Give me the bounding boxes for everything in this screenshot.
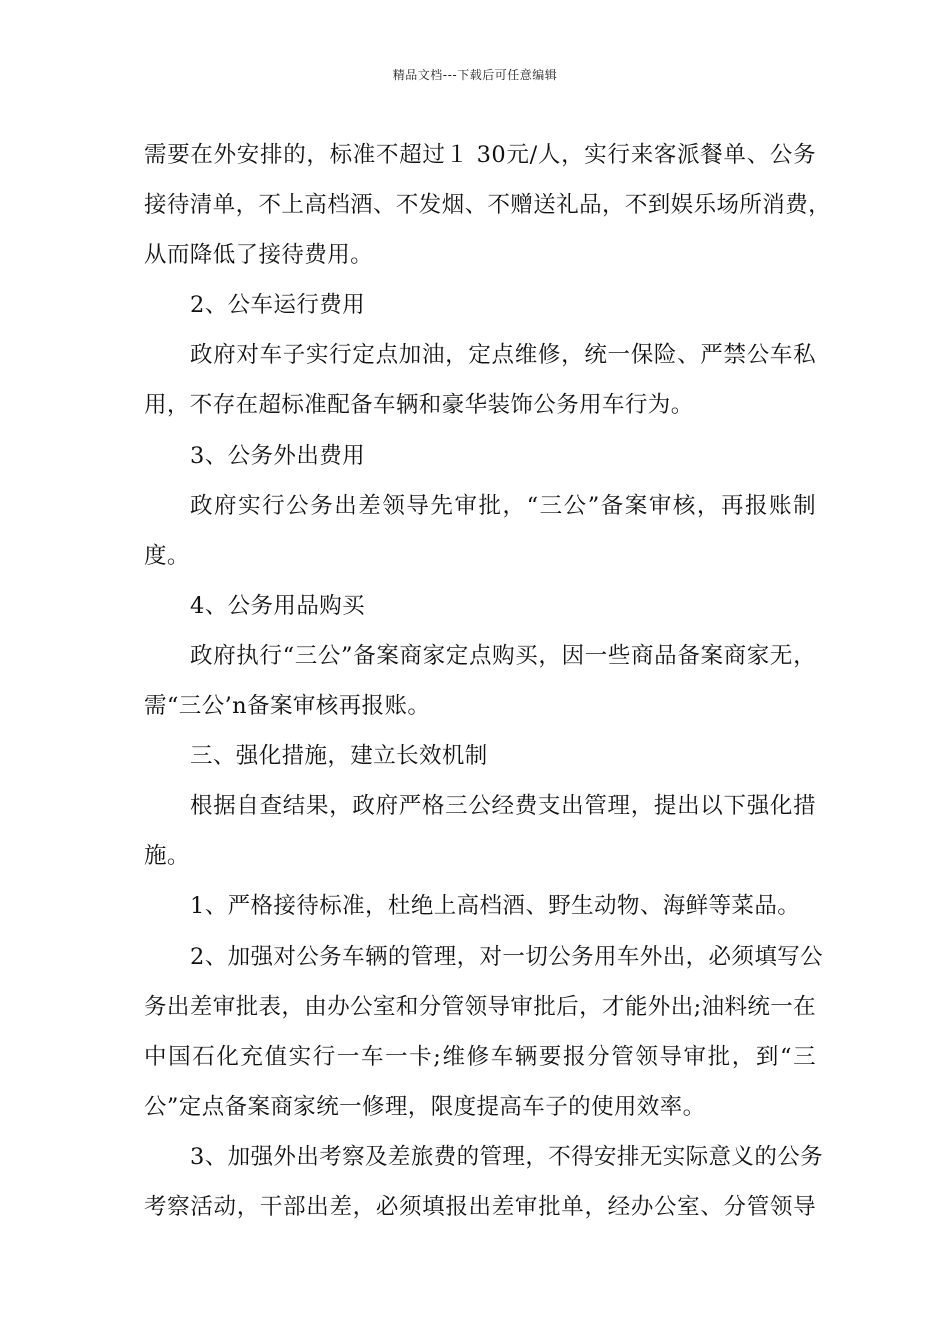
page-header: 精品文档---下载后可任意编辑 <box>392 68 558 82</box>
text-line: 施。 <box>144 843 190 870</box>
text-line: 度。 <box>144 542 190 569</box>
text-line: 从而降低了接待费用。 <box>144 242 374 269</box>
text-line: 公”定点备案商家统一修理，限度提高车子的使用效率。 <box>144 1093 706 1120</box>
text-line: 政府对车子实行定点加油，定点维修，统一保险、严禁公车私 <box>190 342 816 369</box>
paragraph <box>144 130 832 280</box>
text-line: 3、公务外出费用 <box>190 442 366 469</box>
paragraph <box>144 881 816 931</box>
text-line: 需“三公’n备案审核再报账。 <box>144 693 431 720</box>
text-line: 4、公务用品购买 <box>190 592 366 619</box>
text-line: 三、强化措施，建立长效机制 <box>190 743 488 770</box>
text-line: 3、加强外出考察及差旅费的管理，不得安排无实际意义的公务 <box>190 1143 824 1170</box>
text-line: 2、加强对公务车辆的管理，对一切公务用车外出，必须填写公 <box>190 943 824 970</box>
text-line: 用，不存在超标准配备车辆和豪华装饰公务用车行为。 <box>144 392 694 419</box>
paragraph <box>144 631 816 731</box>
paragraph <box>144 781 816 881</box>
text-line: 中国石化充值实行一车一卡;维修车辆要报分管领导审批，到“三 <box>144 1043 816 1070</box>
document-body <box>144 130 832 1232</box>
text-line: 政府执行“三公”备案商家定点购买，因一些商品备案商家无， <box>190 642 816 669</box>
text-line: 政府实行公务出差领导先审批，“三公”备案审核，再报账制 <box>190 492 816 519</box>
text-line: 1、严格接待标准，杜绝上高档酒、野生动物、海鲜等菜品。 <box>190 893 801 920</box>
section-heading <box>144 581 816 631</box>
text-line: 接待清单，不上高档酒、不发烟、不赠送礼品，不到娱乐场所消费， <box>144 192 832 219</box>
text-line: 根据自查结果，政府严格三公经费支出管理，提出以下强化措 <box>190 793 816 820</box>
text-line: 务出差审批表，由办公室和分管领导审批后，才能外出;油料统一在 <box>144 993 817 1020</box>
paragraph <box>144 932 824 1132</box>
section-heading <box>144 280 816 330</box>
text-line: 需要在外安排的，标准不超过１ 30元/人，实行来客派餐单、公务 <box>144 142 816 168</box>
text-line: 考察活动，干部出差，必须填报出差审批单，经办公室、分管领导 <box>144 1193 816 1220</box>
text-line: 2、公车运行费用 <box>190 292 366 319</box>
paragraph <box>144 330 816 430</box>
paragraph <box>144 481 816 581</box>
section-heading <box>144 431 816 481</box>
paragraph <box>144 1132 824 1232</box>
section-heading <box>144 731 816 781</box>
